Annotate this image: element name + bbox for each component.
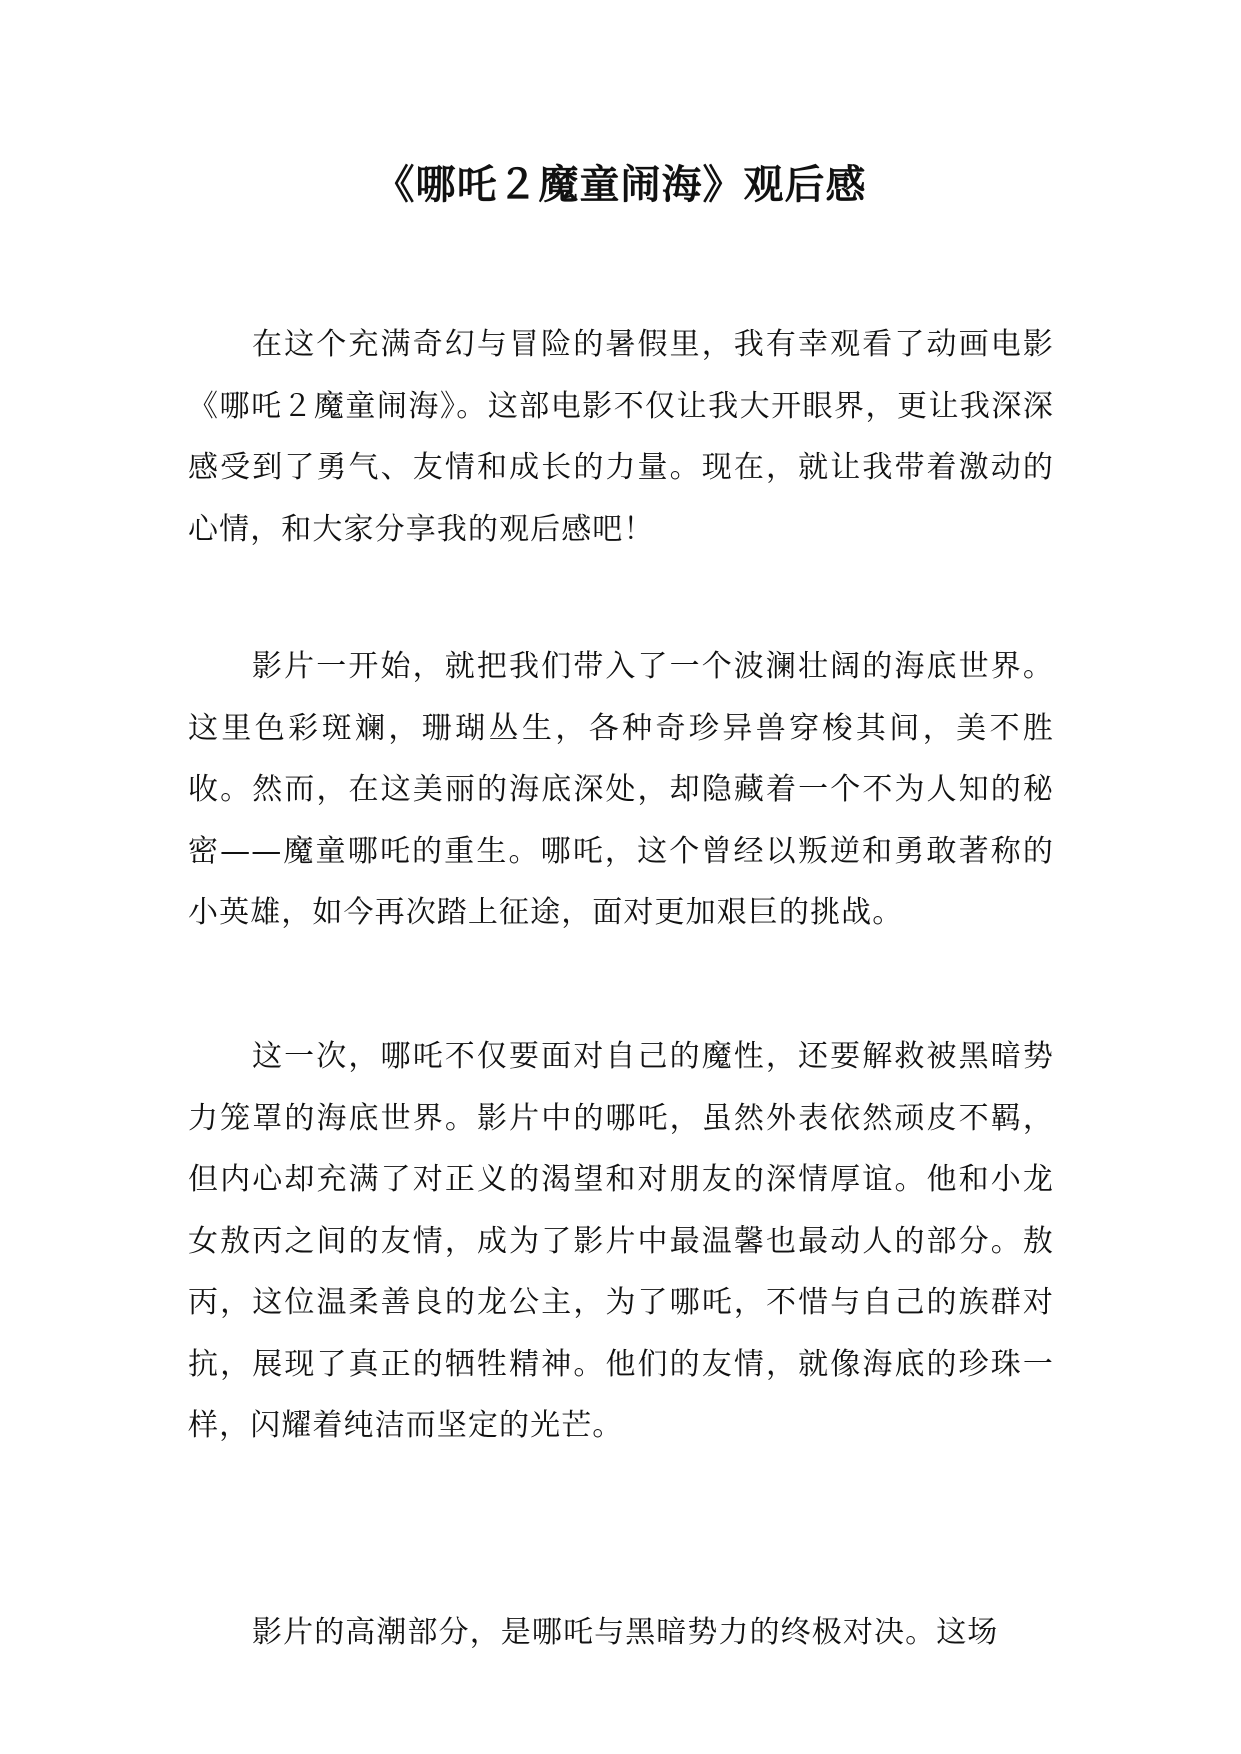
document-title: 《哪吒２魔童闹海》观后感 — [374, 161, 867, 208]
paragraph-climax: 影片的高潮部分，是哪吒与黑暗势力的终极对决。这场 — [252, 1615, 999, 1650]
paragraph-intro: 在这个充满奇幻与冒险的暑假里，我有幸观看了动画电影《哪吒２魔童闹海》。这部电影不仅让我大开眼界，更让我深深感受到了勇气、友情和成长的力量。现在，就让我带着激动的心情，和大家分享我的观后感吧！ — [188, 327, 1054, 547]
paragraph-friendship: 这一次，哪吒不仅要面对自己的魔性，还要解救被黑暗势力笼罩的海底世界。影片中的哪吒，虽然外表依然顽皮不羁，但内心却充满了对正义的渴望和对朋友的深情厚谊。他和小龙女敖丙之间的友情，成为了影片中最温馨也最动人的部分。敖丙，这位温柔善良的龙公主，为了哪吒，不惜与自己的族群对抗，展现了真正的牺牲精神。他们的友情，就像海底的珍珠一样，闪耀着纯洁而坚定的光芒。 — [188, 1039, 1054, 1443]
paragraph-undersea-world: 影片一开始，就把我们带入了一个波澜壮阔的海底世界。这里色彩斑斓，珊瑚丛生，各种奇珍异兽穿梭其间，美不胜收。然而，在这美丽的海底深处，却隐藏着一个不为人知的秘密——魔童哪吒的重生。哪吒，这个曾经以叛逆和勇敢著称的小英雄，如今再次踏上征途，面对更加艰巨的挑战。 — [188, 649, 1054, 930]
